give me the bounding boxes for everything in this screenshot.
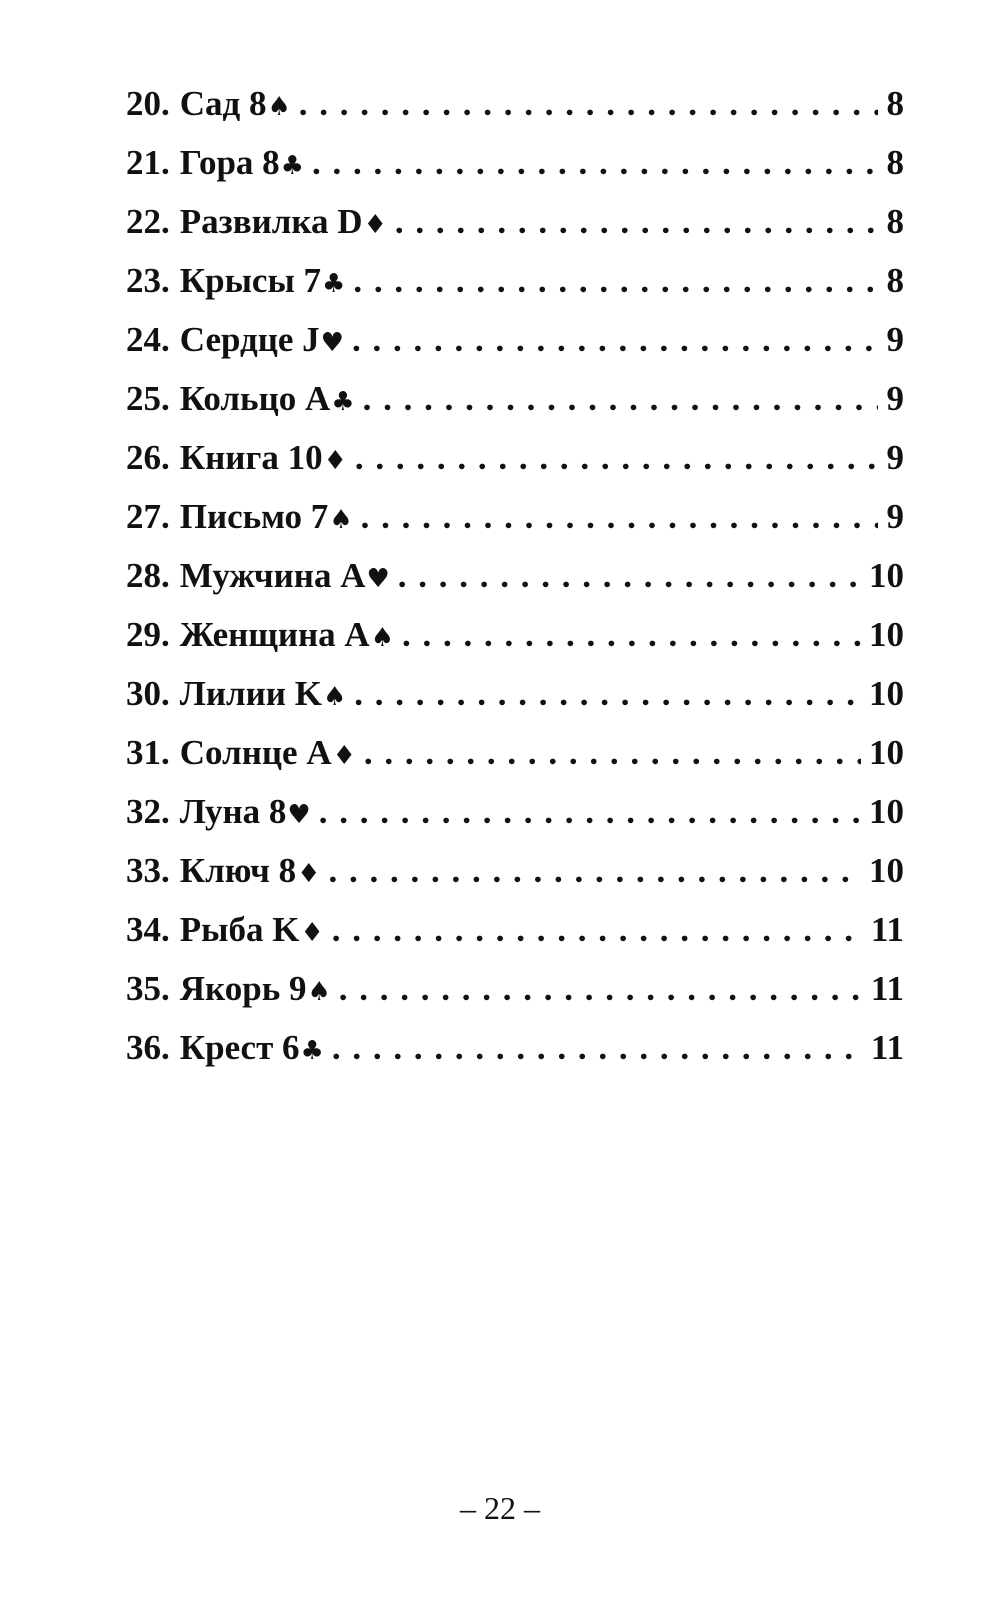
dot-leader <box>398 546 861 605</box>
diamond-icon: ♦ <box>323 446 347 476</box>
toc-entry <box>126 428 904 487</box>
dot-leader <box>361 487 878 546</box>
toc-entry-title: Луна 8 <box>179 792 287 831</box>
dot-leader <box>299 74 878 133</box>
toc-entry-page: 10 <box>869 615 904 654</box>
toc-entry-page: 9 <box>886 438 904 477</box>
toc-entry <box>126 1018 904 1077</box>
toc-entry <box>126 487 904 546</box>
toc-entry-number: 33. <box>126 851 170 890</box>
page-number: – 22 – <box>460 1490 540 1526</box>
toc-entry-page: 9 <box>886 320 904 359</box>
toc-entry <box>126 310 904 369</box>
dot-leader <box>364 723 861 782</box>
toc-entry-title: Мужчина A <box>179 556 366 595</box>
diamond-icon: ♦ <box>332 741 356 771</box>
spade-icon: ♠ <box>329 505 353 535</box>
spade-icon: ♠ <box>267 92 291 122</box>
toc-entry <box>126 192 904 251</box>
toc-entry-title: Книга 10 <box>179 438 323 477</box>
toc-entry-title: Якорь 9 <box>179 969 307 1008</box>
toc-entry-number: 30. <box>126 674 170 713</box>
toc-entry-title: Сердце J <box>179 320 320 359</box>
toc-entry-number: 36. <box>126 1028 170 1067</box>
toc-entry-number: 27. <box>126 497 170 536</box>
toc-entry-page: 10 <box>869 851 904 890</box>
diamond-icon: ♦ <box>363 210 387 240</box>
toc-entry <box>126 723 904 782</box>
toc-entry-title: Рыба K <box>179 910 300 949</box>
toc-entry-number: 28. <box>126 556 170 595</box>
dot-leader <box>319 782 861 841</box>
toc-entry-title: Крысы 7 <box>179 261 322 300</box>
toc-entry-title: Гора 8 <box>179 143 280 182</box>
toc-entry-number: 23. <box>126 261 170 300</box>
dot-leader <box>402 605 861 664</box>
toc-entry-number: 20. <box>126 84 170 123</box>
toc-entry-page: 10 <box>869 792 904 831</box>
toc-entry <box>126 74 904 133</box>
toc-entry-page: 9 <box>886 497 904 536</box>
toc-entry-number: 24. <box>126 320 170 359</box>
toc-entry-number: 29. <box>126 615 170 654</box>
dot-leader <box>328 841 861 900</box>
dot-leader <box>395 192 878 251</box>
dot-leader <box>312 133 878 192</box>
toc-entry-title: Сад 8 <box>179 84 267 123</box>
table-of-contents <box>126 74 904 1077</box>
toc-entry-page: 8 <box>886 143 904 182</box>
heart-icon: ♥ <box>320 328 344 358</box>
toc-entry-number: 25. <box>126 379 170 418</box>
toc-entry-page: 11 <box>870 910 904 949</box>
club-icon: ♣ <box>280 151 304 181</box>
toc-entry-page: 8 <box>886 84 904 123</box>
dot-leader <box>332 1018 863 1077</box>
toc-entry-number: 32. <box>126 792 170 831</box>
toc-entry-number: 35. <box>126 969 170 1008</box>
toc-entry <box>126 546 904 605</box>
spade-icon: ♠ <box>322 682 347 712</box>
dot-leader <box>355 428 878 487</box>
spade-icon: ♠ <box>307 977 331 1007</box>
toc-entry-title: Развилка D <box>179 202 363 241</box>
toc-entry-page: 10 <box>869 733 904 772</box>
toc-entry-number: 34. <box>126 910 170 949</box>
club-icon: ♣ <box>300 1036 324 1066</box>
toc-entry <box>126 251 904 310</box>
toc-entry-page: 10 <box>869 556 904 595</box>
dot-leader <box>353 251 878 310</box>
toc-entry <box>126 782 904 841</box>
dot-leader <box>332 900 863 959</box>
heart-icon: ♥ <box>366 564 390 594</box>
toc-entry-page: 11 <box>870 1028 904 1067</box>
toc-entry <box>126 133 904 192</box>
toc-entry-page: 9 <box>886 379 904 418</box>
toc-entry-page: 11 <box>870 969 904 1008</box>
toc-entry-title: Ключ 8 <box>179 851 297 890</box>
toc-entry-number: 26. <box>126 438 170 477</box>
diamond-icon: ♦ <box>297 859 321 889</box>
toc-entry-title: Солнце A <box>179 733 332 772</box>
toc-entry <box>126 841 904 900</box>
toc-entry-title: Лилии K <box>179 674 322 713</box>
heart-icon: ♥ <box>287 800 311 830</box>
dot-leader <box>354 664 861 723</box>
club-icon: ♣ <box>331 387 355 417</box>
toc-entry <box>126 664 904 723</box>
toc-entry <box>126 605 904 664</box>
toc-entry-title: Кольцо A <box>179 379 331 418</box>
toc-entry <box>126 900 904 959</box>
toc-entry-page: 10 <box>869 674 904 713</box>
toc-entry-title: Крест 6 <box>179 1028 300 1067</box>
toc-entry-title: Письмо 7 <box>179 497 329 536</box>
diamond-icon: ♦ <box>300 918 324 948</box>
toc-entry <box>126 369 904 428</box>
dot-leader <box>339 959 863 1018</box>
toc-entry <box>126 959 904 1018</box>
club-icon: ♣ <box>322 269 346 299</box>
toc-entry-title: Женщина A <box>179 615 370 654</box>
toc-entry-number: 21. <box>126 143 170 182</box>
dot-leader <box>363 369 878 428</box>
toc-entry-page: 8 <box>886 261 904 300</box>
toc-entry-number: 31. <box>126 733 170 772</box>
dot-leader <box>352 310 878 369</box>
spade-icon: ♠ <box>370 623 394 653</box>
toc-entry-number: 22. <box>126 202 170 241</box>
toc-entry-page: 8 <box>886 202 904 241</box>
